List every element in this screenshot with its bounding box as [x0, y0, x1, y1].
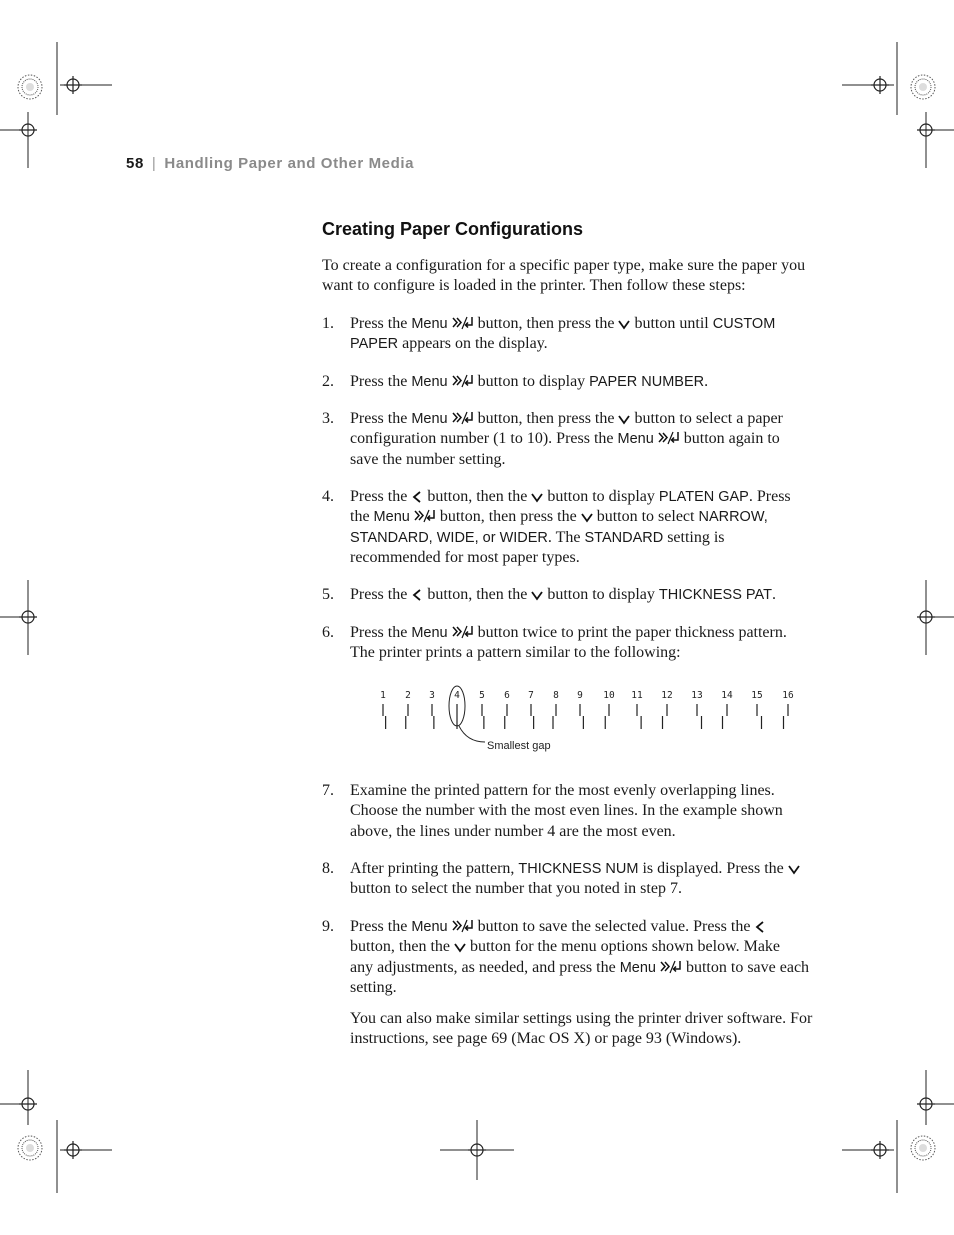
pattern-number-label: 5 [479, 690, 485, 701]
pattern-number-label: 16 [782, 690, 794, 701]
closing-line-1: You can also make similar settings using the printer driver software. For [350, 1010, 813, 1027]
closing-line-2: instructions, see page 69 (Mac OS X) or page 93 (Windows). [350, 1030, 742, 1048]
step-text: Press the [350, 488, 408, 505]
step-3 [350, 409, 783, 470]
step-2-number: 2. [322, 373, 334, 390]
step-text: Press the [350, 624, 408, 641]
running-header [126, 155, 414, 172]
pattern-number-label: 1 [380, 690, 386, 701]
step-text: After printing the pattern, [350, 860, 515, 877]
menu-label: Menu [411, 625, 448, 641]
section-title: Creating Paper Configurations [322, 219, 584, 239]
step-text: button, then press the [477, 410, 615, 427]
step-9-line-4: setting. [350, 979, 397, 997]
left-arrow-icon [754, 921, 766, 933]
menu-label: Menu [373, 509, 410, 526]
menu-label: Menu [411, 919, 448, 935]
menu-enter-icon [452, 625, 474, 639]
step-4-line-1 [350, 487, 791, 507]
step-text: configuration number (1 to 10). Press the [350, 430, 614, 448]
chapter-title: Handling Paper and Other Media [164, 155, 415, 172]
step-4 [350, 487, 791, 569]
closing-paragraph [350, 1009, 812, 1050]
display-text: STANDARD, WIDE, or WIDER [350, 529, 548, 546]
step-text: the [350, 508, 370, 526]
display-text: STANDARD [584, 529, 664, 546]
pattern-number-label: 10 [603, 690, 615, 701]
step-8-line-2: button to select the number that you noted in step 7. [350, 880, 682, 898]
step-text: button, then the [427, 586, 528, 603]
menu-label: Menu [411, 411, 448, 427]
step-1-line-1 [350, 314, 775, 334]
step-6-line-1 [350, 623, 787, 643]
callout-leader [459, 726, 485, 742]
step-1 [350, 314, 775, 355]
step-6-line-2: The printer prints a pattern similar to the following: [350, 644, 681, 662]
step-text: . [704, 373, 709, 390]
pattern-number-label: 7 [528, 690, 534, 701]
menu-label: Menu [619, 959, 656, 976]
down-arrow-icon [581, 511, 593, 523]
step-text: button again to [683, 430, 780, 448]
step-7-number: 7. [322, 782, 334, 799]
step-3-line-3: save the number setting. [350, 450, 506, 468]
step-text: . Press [748, 488, 791, 505]
step-5-number: 5. [322, 586, 334, 603]
menu-enter-icon [452, 374, 474, 388]
menu-enter-icon [660, 960, 682, 974]
step-1-line-2 [350, 334, 775, 354]
pattern-number-label: 14 [721, 690, 733, 701]
step-3-number: 3. [322, 410, 334, 427]
down-arrow-icon [531, 491, 543, 503]
step-9-line-1 [350, 917, 809, 937]
step-text: . [771, 586, 776, 603]
callout-label: Smallest gap [487, 740, 551, 752]
display-text: NARROW, [698, 509, 768, 526]
display-text: THICKNESS NUM [518, 861, 639, 877]
step-text: button, then press the [477, 315, 615, 332]
display-text: CUSTOM [712, 316, 776, 332]
menu-label: Menu [411, 374, 448, 390]
step-text: Press the [350, 586, 408, 603]
intro-line-2: want to configure is loaded in the printer. Then follow these steps: [322, 277, 746, 295]
step-text: button to save each [685, 958, 810, 976]
header-separator: | [151, 155, 157, 172]
menu-enter-icon [452, 411, 474, 425]
step-6-number: 6. [322, 624, 334, 641]
step-7-line-1: Examine the printed pattern for the most evenly overlapping lines. [350, 782, 775, 799]
step-5-line-1 [350, 585, 776, 605]
step-7-line-3: above, the lines under number 4 are the most even. [350, 822, 676, 840]
menu-label: Menu [411, 316, 448, 332]
thickness-pattern-figure [360, 680, 820, 760]
step-text: Press the [350, 918, 408, 935]
page-number: 58 [126, 155, 144, 172]
pattern-number-label: 13 [691, 690, 703, 701]
step-4-line-3 [350, 528, 791, 548]
step-text: button to select a paper [634, 410, 783, 427]
step-text: button to display [477, 373, 586, 390]
pattern-number-label: 12 [661, 690, 673, 701]
step-text: button for the menu options shown below. Make [469, 938, 781, 956]
step-8-line-1 [350, 859, 800, 879]
step-1-number: 1. [322, 315, 334, 332]
step-6 [350, 623, 787, 664]
step-text: button, then the [427, 488, 528, 505]
step-text: . The [547, 528, 581, 546]
display-text: PAPER NUMBER [589, 374, 705, 390]
pattern-number-label: 2 [405, 690, 411, 701]
down-arrow-icon [618, 413, 630, 425]
step-3-line-2 [350, 429, 783, 449]
pattern-number-label: 15 [751, 690, 763, 701]
step-text: Press the [350, 410, 408, 427]
pattern-number-label: 4 [454, 690, 460, 701]
menu-enter-icon [658, 431, 680, 445]
menu-label: Menu [617, 431, 654, 448]
step-text: button to select [596, 508, 695, 526]
display-text: PAPER [350, 336, 399, 353]
step-9-line-2 [350, 937, 809, 957]
step-2 [350, 372, 708, 392]
step-3-line-1 [350, 409, 783, 429]
down-arrow-icon [531, 589, 543, 601]
pattern-number-label: 9 [577, 690, 583, 701]
step-5 [350, 585, 776, 605]
menu-enter-icon [452, 316, 474, 330]
pattern-number-label: 3 [429, 690, 435, 701]
step-9-line-3 [350, 958, 809, 978]
step-4-line-4: recommended for most paper types. [350, 549, 580, 567]
display-text: PLATEN GAP [658, 489, 749, 505]
step-text: button to display [547, 586, 655, 603]
step-8 [350, 859, 800, 900]
left-arrow-icon [411, 491, 423, 503]
menu-enter-icon [414, 509, 436, 523]
pattern-number-label: 6 [504, 690, 510, 701]
step-8-number: 8. [322, 860, 334, 877]
step-4-line-2 [350, 507, 791, 527]
step-7-line-2: Choose the number with the most even lines. In the example shown [350, 802, 783, 820]
display-text: THICKNESS PAT [658, 587, 772, 603]
intro-line-1: To create a configuration for a specific paper type, make sure the paper you [322, 257, 806, 274]
step-text: button until [634, 315, 709, 332]
step-text: button twice to print the paper thickness pattern. [477, 624, 787, 641]
step-text: Press the [350, 373, 408, 390]
step-text: appears on the display. [402, 335, 548, 353]
pattern-number-label: 11 [631, 690, 643, 701]
down-arrow-icon [618, 318, 630, 330]
step-text: button to save the selected value. Press the [477, 918, 751, 935]
step-text: any adjustments, as needed, and press the [350, 958, 616, 976]
left-arrow-icon [411, 589, 423, 601]
step-4-number: 4. [322, 488, 334, 505]
intro-paragraph [322, 256, 805, 297]
step-text: button, then the [350, 938, 450, 956]
step-2-line-1 [350, 372, 708, 392]
down-arrow-icon [454, 941, 466, 953]
step-7 [350, 781, 783, 842]
step-text: setting is [667, 528, 725, 546]
down-arrow-icon [788, 863, 800, 875]
pattern-number-label: 8 [553, 690, 559, 701]
menu-enter-icon [452, 919, 474, 933]
step-text: Press the [350, 315, 408, 332]
step-9-number: 9. [322, 918, 334, 935]
step-text: is displayed. Press the [642, 860, 784, 877]
step-9 [350, 917, 809, 999]
step-text: button to display [547, 488, 655, 505]
step-text: button, then press the [439, 508, 577, 526]
